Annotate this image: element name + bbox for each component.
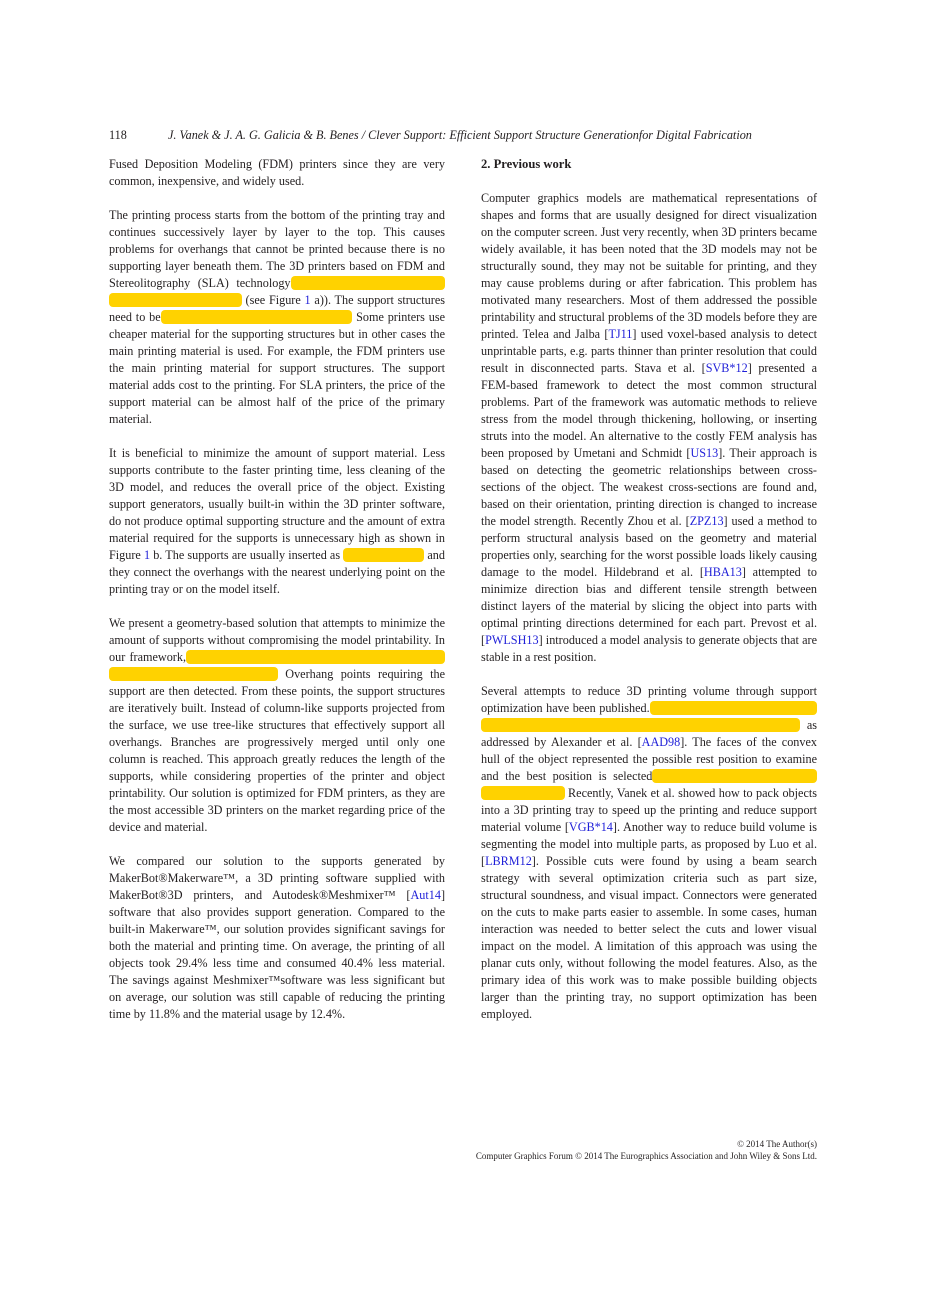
text-run: ]. Possible cuts were found by using a beam search strategy with several optimization criteria such as part size, structural soundness, and visual impact. Connectors were generated on the cuts to make parts easier to assemble. In some cases, human interaction was needed to better select the cuts and lower visual impact on the model. A limitation of this approach was using the planar cuts only, without following the model features. Also, as the primary idea of this work was to make possible building objects larger than the printing tray, no support optimization has been employed. bbox=[481, 854, 817, 1021]
citation-link[interactable]: LBRM12 bbox=[485, 854, 532, 868]
highlight-annotation[interactable] bbox=[343, 548, 424, 562]
text-run: Several attempts to reduce 3D printing volume through support optimization have been published. bbox=[481, 684, 817, 715]
copyright-journal: Computer Graphics Forum © 2014 The Eurographics Association and John Wiley & Sons Ltd. bbox=[475, 1151, 817, 1161]
citation-link[interactable]: TJ11 bbox=[608, 327, 633, 341]
text-run: Some printers use cheaper material for the supporting structures but in other cases the main printing material is used. For example, the FDM printers use the main printing material for support structures. The support material adds cost to the printing. For SLA printers, the price of the support material can be almost half of the price of the primary material. bbox=[109, 310, 445, 426]
citation-link[interactable]: HBA13 bbox=[703, 565, 742, 579]
paragraph-minimize-support bbox=[109, 445, 445, 598]
citation-link[interactable]: AAD98 bbox=[641, 735, 681, 749]
right-column bbox=[481, 156, 817, 1040]
text-run: ]. The faces of the convex hull of the object represented the possible rest position to examine and the best position is selected bbox=[481, 735, 817, 783]
paragraph-our-solution bbox=[109, 615, 445, 836]
highlight-annotation[interactable] bbox=[161, 310, 353, 324]
running-header bbox=[109, 127, 819, 143]
citation-link[interactable]: SVB*12 bbox=[705, 361, 748, 375]
text-run: b. The supports are usually inserted as bbox=[150, 548, 344, 562]
citation-link[interactable]: US13 bbox=[690, 446, 719, 460]
text-run: ] software that also provides support generation. Compared to the built-in Makerware™, our solution provides significant savings for both the material and printing time. On average, the printing of all objects took 29.4% less time and consumed 40.4% less material. The savings against Meshmixer™software was less significant but on average, our solution was still capable of reducing the printing time by 11.8% and the material usage by 12.4%. bbox=[109, 888, 445, 1021]
copyright-author: © 2014 The Author(s) bbox=[737, 1139, 817, 1149]
figure-link[interactable]: 1 bbox=[143, 548, 151, 562]
text-run: Overhang points requiring the support are then detected. From these points, the support structures are iteratively built. Instead of column-like supports projected from the surface, we use tree-like structures that effectively support all overhangs. Branches are progressively merged until only one column is reached. This approach greatly reduces the length of the supports, while considering properties of the printer and object printability. Our solution is optimized for FDM printers, as they are the most accessible 3D printers on the market regarding price of the device and material. bbox=[109, 667, 445, 834]
text-run: a)). The support structures need to be bbox=[109, 293, 445, 324]
paragraph-prior-structural bbox=[481, 190, 817, 666]
text-run: and they connect the overhangs with the nearest underlying point on the printing tray or on the model itself. bbox=[109, 548, 445, 596]
text-run: ] introduced a model analysis to generate objects that are stable in a rest position. bbox=[481, 633, 817, 664]
text-run: (see Figure bbox=[241, 293, 305, 307]
paragraph-printing-process bbox=[109, 207, 445, 428]
text-run: We compared our solution to the supports generated by MakerBot®Makerware™, a 3D printing software supplied with MakerBot®3D printers, and Autodesk®Meshmixer™ [ bbox=[109, 854, 445, 902]
paragraph-support-optimization bbox=[481, 683, 817, 1023]
section-heading: 2. Previous work bbox=[481, 157, 572, 171]
text-run: ]. Their approach is based on detecting the geometric relationships between cross-sections of the object. The weakest cross-sections are found and, based on their orientation, printing direction is changed to increase the model strength. Recently Zhou et al. [ bbox=[481, 446, 817, 528]
paragraph-comparison bbox=[109, 853, 445, 1023]
text-run: The printing process starts from the bottom of the printing tray and continues successively layer by layer to the top. This causes problems for overhangs that cannot be printed because there is no supporting layer beneath them. The 3D printers based on FDM and Stereolitography (SLA) technology bbox=[109, 208, 445, 290]
page-number: 118 bbox=[109, 128, 127, 142]
paragraph-intro-fdm: Fused Deposition Modeling (FDM) printers since they are very common, inexpensive, and widely used. bbox=[109, 157, 445, 188]
text-run: ] attempted to minimize direction bias and different tensile strength between distinct layers of the material by slicing the object into parts with optimal printing directions determined for each part. Prevost et al. [ bbox=[481, 565, 818, 647]
citation-link[interactable]: Aut14 bbox=[410, 888, 441, 902]
citation-link[interactable]: VGB*14 bbox=[568, 820, 613, 834]
citation-link[interactable]: PWLSH13 bbox=[485, 633, 539, 647]
text-run: We present a geometry-based solution that attempts to minimize the amount of supports without compromising the model printability. In our framework, bbox=[109, 616, 445, 664]
text-run: Recently, Vanek et al. showed how to pack objects into a 3D printing tray to speed up the printing and reduce support material volume [ bbox=[481, 786, 817, 834]
text-run: ] used a method to perform structural analysis based on the geometry and material properties only, searching for the worst possible loads likely causing damage to the model. Hildebrand et al. [ bbox=[481, 514, 817, 579]
text-run: as addressed by Alexander et al. [ bbox=[481, 718, 817, 749]
text-run: ] presented a FEM-based framework to detect the most common structural problems. Part of the framework was automatic methods to relieve stress from the model through thickening, hollowing, or inserting struts into the model. An alternative to the costly FEM analysis has been proposed by Umetani and Schmidt [ bbox=[481, 361, 817, 460]
text-run: It is beneficial to minimize the amount of support material. Less supports contribute to the faster printing time, less cleaning of the 3D model, and reduces the overall price of the object. Existing support generators, usually built-in within the 3D printer software, do not produce optimal supporting structure and the amount of extra material required for the supports is unnecessary high as shown in Figure bbox=[109, 446, 445, 562]
text-run: ] used voxel-based analysis to detect unprintable parts, e.g. parts thinner than printer resolution that could result in disconnected parts. Stava et al. [ bbox=[481, 327, 817, 375]
text-run: ]. Another way to reduce build volume is segmenting the model into multiple parts, as proposed by Luo et al. [ bbox=[481, 820, 817, 868]
running-title: J. Vanek & J. A. G. Galicia & B. Benes / Clever Support: Efficient Support Structure Generationfor Digital Fabrication bbox=[168, 128, 752, 142]
citation-link[interactable]: ZPZ13 bbox=[689, 514, 724, 528]
left-column bbox=[109, 156, 445, 1040]
figure-link[interactable]: 1 bbox=[304, 293, 311, 307]
text-run: Computer graphics models are mathematical representations of shapes and forms that are usually designed for direct visualization on the computer screen. Just very recently, when 3D printers became widely available, it has been noted that the 3D models may not be structurally sound, they may not be suitable for printing, and they may cause problems during or after fabrication. This problem has motivated many researchers. Most of them addressed the possible printability and structural problems of the 3D models before they are printed. Telea and Jalba [ bbox=[481, 191, 817, 341]
